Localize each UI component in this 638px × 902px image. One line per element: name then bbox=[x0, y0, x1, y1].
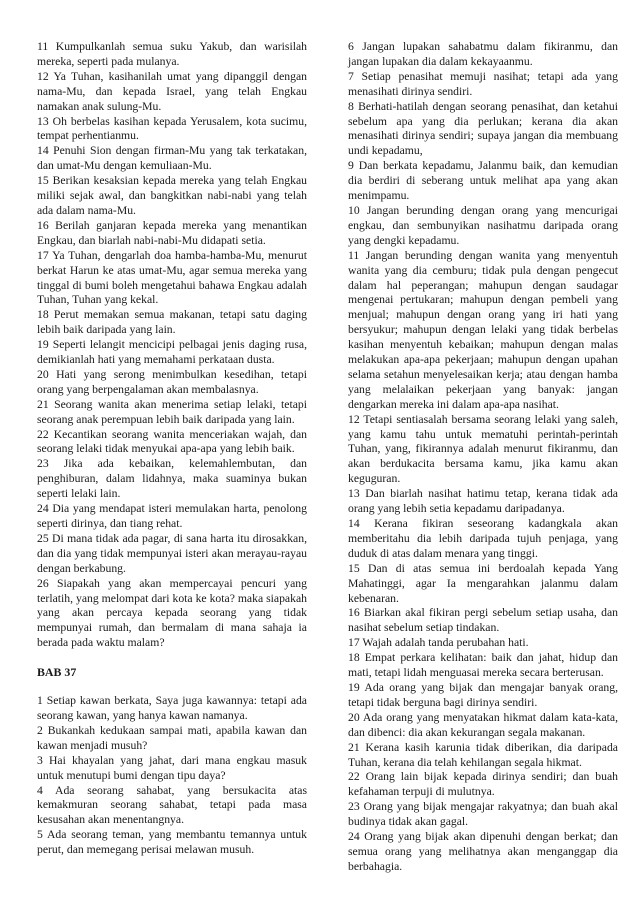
left-column bbox=[37, 40, 307, 902]
verse: 14 Penuhi Sion dengan firman-Mu yang tak terkatakan, dan umat-Mu dengan kemuliaan-Mu. bbox=[37, 144, 307, 173]
verse: 24 Dia yang mendapat isteri memulakan harta, penolong seperti dirinya, dan tiang rehat. bbox=[37, 502, 307, 530]
verse: 12 Ya Tuhan, kasihanilah umat yang dipanggil dengan nama-Mu, dan kepada Israel, yang telah Engkau namakan anak sulung-Mu. bbox=[37, 69, 307, 113]
verse: 20 Ada orang yang menyatakan hikmat dalam kata-kata, dan dibenci: dia akan kekurangan segala makanan. bbox=[348, 710, 618, 739]
verse: 26 Siapakah yang akan mempercayai pencuri yang terlatih, yang melompat dari kota ke kota? maka siapakah yang akan percaya kepada seorang yang tidak mempunyai rumah, dan bermalam di mana sahaja ia berada pada waktu malam? bbox=[37, 576, 307, 650]
verse: 17 Wajah adalah tanda perubahan hati. bbox=[348, 636, 529, 650]
verse: 24 Orang yang bijak akan dipenuhi dengan berkat; dan semua orang yang melihatnya akan menganggap dia berbahagia. bbox=[348, 830, 618, 873]
verse: 12 Tetapi sentiasalah bersama seorang lelaki yang saleh, yang kamu tahu untuk mematuhi perintah-perintah Tuhan, yang, fikirannya adalah menurut fikiranmu, dan akan berdukacita bersama kamu, jika kamu akan keguguran. bbox=[348, 412, 618, 486]
verse: 17 Ya Tuhan, dengarlah doa hamba-hamba-Mu, menurut berkat Harun ke atas umat-Mu, agar semua mereka yang tinggal di bumi boleh mengetahui bahawa Engkau adalah Tuhan, Tuhan yang kekal. bbox=[37, 248, 307, 307]
verse: 18 Perut memakan semua makanan, tetapi satu daging lebih baik daripada yang lain. bbox=[37, 308, 307, 337]
verse: 4 Ada seorang sahabat, yang bersukacita atas kemakmuran seorang sahabat, tetapi pada masa kesusahan akan menentangnya. bbox=[37, 783, 307, 827]
verse: 23 Orang yang bijak mengajar rakyatnya; dan buah akal budinya tidak akan gagal. bbox=[348, 800, 618, 829]
verse: 21 Kerana kasih karunia tidak diberikan, dia daripada Tuhan, kerana dia telah kehilangan segala hikmat. bbox=[348, 740, 618, 769]
verse: 21 Seorang wanita akan menerima setiap lelaki, tetapi seorang anak perempuan lebih baik daripada yang lain. bbox=[37, 397, 307, 426]
verse: 6 Jangan lupakan sahabatmu dalam fikiranmu, dan jangan lupakan dia dalam kekayaanmu. bbox=[348, 40, 618, 68]
verse: 16 Biarkan akal fikiran pergi sebelum setiap usaha, dan nasihat sebelum setiap tindakan. bbox=[348, 606, 618, 635]
verse: 1 Setiap kawan berkata, Saya juga kawannya: tetapi ada seorang kawan, yang hanya kawan namanya. bbox=[37, 694, 307, 722]
verse: 10 Jangan berunding dengan orang yang mencurigai engkau, dan sembunyikan nasihatmu daripada orang yang dengki kepadamu. bbox=[348, 203, 618, 247]
verse: 14 Kerana fikiran seseorang kadangkala akan memberitahu dia lebih daripada tujuh penjaga, yang duduk di atas dalam menara yang tinggi. bbox=[348, 517, 618, 560]
verse: 22 Kecantikan seorang wanita menceriakan wajah, dan seorang lelaki tidak menyukai apa-apa yang lebih baik. bbox=[37, 427, 307, 456]
verse: 3 Hai khayalan yang jahat, dari mana engkau masuk untuk menutupi bumi dengan tipu daya? bbox=[37, 753, 307, 782]
verse: 15 Berikan kesaksian kepada mereka yang telah Engkau miliki sejak awal, dan bangkitkan nabi-nabi yang telah ada dalam nama-Mu. bbox=[37, 174, 307, 217]
verse: 8 Berhati-hatilah dengan seorang penasihat, dan ketahui sebelum apa yang dia perlukan; kerana dia akan menasihati dirinya sendiri; supaya jangan dia membuang undi kepadamu, bbox=[348, 99, 618, 158]
verse: 25 Di mana tidak ada pagar, di sana harta itu dirosakkan, dan dia yang tidak mempunyai isteri akan merayau-rayau dengan berkabung. bbox=[37, 531, 307, 575]
verse: 19 Ada orang yang bijak dan mengajar banyak orang, tetapi tidak berguna bagi dirinya sendiri. bbox=[348, 680, 618, 709]
verse: 15 Dan di atas semua ini berdoalah kepada Yang Mahatinggi, agar Ia mengarahkan jalanmu dalam kebenaran. bbox=[348, 561, 618, 605]
verse: 5 Ada seorang teman, yang membantu temannya untuk perut, dan memegang perisai melawan musuh. bbox=[37, 828, 307, 857]
verse: 7 Setiap penasihat memuji nasihat; tetapi ada yang menasihati dirinya sendiri. bbox=[348, 69, 618, 98]
verse: 16 Berilah ganjaran kepada mereka yang menantikan Engkau, dan biarlah nabi-nabi-Mu didapati setia. bbox=[37, 218, 307, 247]
verse: 18 Empat perkara kelihatan: baik dan jahat, hidup dan mati, tetapi lidah menguasai mereka secara berterusan. bbox=[348, 651, 618, 680]
verse: 22 Orang lain bijak kepada dirinya sendiri; dan buah kefahaman terpuji di mulutnya. bbox=[348, 770, 618, 799]
verse: 2 Bukankah kedukaan sampai mati, apabila kawan dan kawan menjadi musuh? bbox=[37, 723, 307, 752]
chapter-heading: BAB 37 bbox=[37, 665, 77, 680]
verse: 13 Oh berbelas kasihan kepada Yerusalem, kota sucimu, tempat perhentianmu. bbox=[37, 114, 307, 143]
verse: 9 Dan berkata kepadamu, Jalanmu baik, dan kemudian dia berdiri di seberang untuk melihat apa yang akan menimpamu. bbox=[348, 159, 618, 203]
verse: 23 Jika ada kebaikan, kelemahlembutan, dan penghiburan, dalam lidahnya, maka suaminya bukan seperti lelaki lain. bbox=[37, 457, 307, 501]
right-column bbox=[348, 40, 618, 902]
verse: 13 Dan biarlah nasihat hatimu tetap, kerana tidak ada orang yang lebih setia kepadamu daripadanya. bbox=[348, 487, 618, 516]
verse: 19 Seperti lelangit mencicipi pelbagai jenis daging rusa, demikianlah hati yang memahami perkataan dusta. bbox=[37, 338, 307, 367]
verse: 11 Jangan berunding dengan wanita yang menyentuh wanita yang dia cemburu; tidak pula dengan pengecut dalam hal peperangan; mahupun dengan saudagar mengenai pertukaran; mahupun dengan pembeli yang menjual; mahupun dengan orang yang iri hati yang bersyukur; mahupun dengan lelaki yang tidak berbelas kasihan menyentuh kebaikan; mahupun dengan malas melakukan apa-apa pekerjaan; mahupun dengan upahan selama setahun menyelesaikan kerja; atau dengan hamba yang melalaikan pekerjaan yang banyak: jangan dengarkan mereka ini dalam apa-apa nasihat. bbox=[348, 248, 618, 411]
verse: 11 Kumpulkanlah semua suku Yakub, dan warisilah mereka, seperti pada mulanya. bbox=[37, 40, 307, 68]
verse: 20 Hati yang serong menimbulkan kesedihan, tetapi orang yang berpengalaman akan membalasnya. bbox=[37, 367, 307, 396]
